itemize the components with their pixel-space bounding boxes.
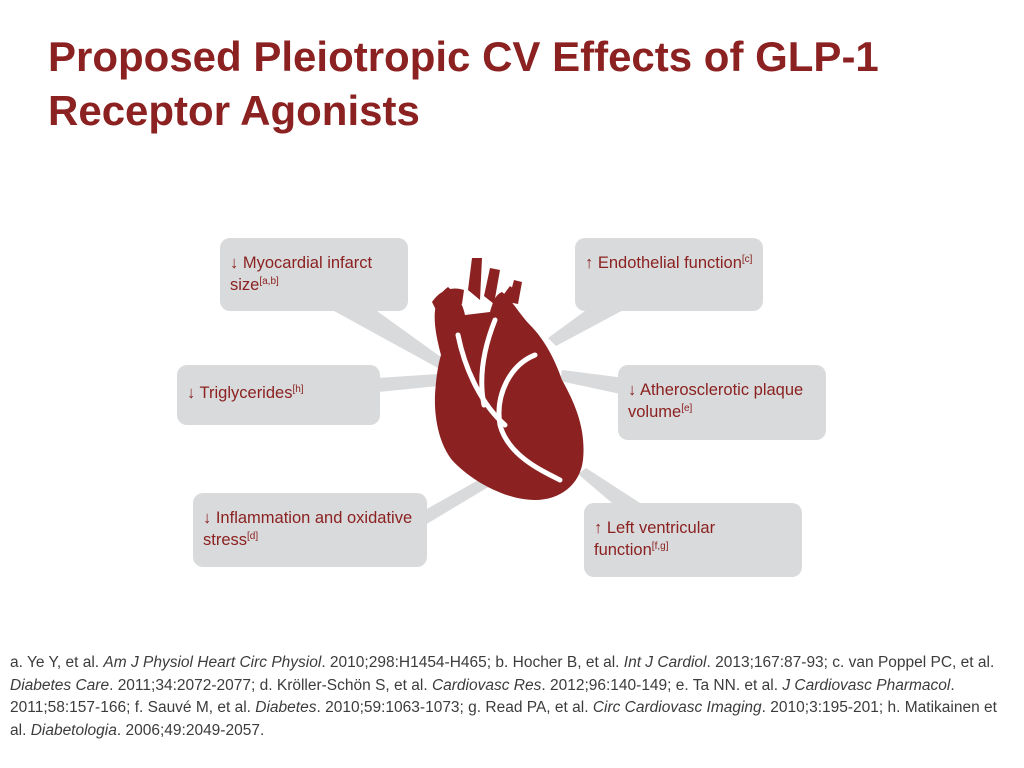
arrow-down-icon: ↓ [230,254,239,272]
effect-label: Myocardial infarct size [230,254,373,294]
effect-ref: [a,b] [259,276,279,287]
slide-title: Proposed Pleiotropic CV Effects of GLP-1 Receptor Agonists [48,33,879,134]
effect-label: Triglycerides [199,384,293,402]
reference-a: a. Ye Y, et al. Am J Physiol Heart Circ Physiol. 2010;298:H1454-H465; [10,654,496,671]
reference-b: b. Hocher B, et al. Int J Cardiol. 2013;167:87-93; [495,654,833,671]
effect-ref: [h] [292,384,304,395]
effect-ref: [c] [741,254,753,265]
arrow-up-icon: ↑ [585,254,594,272]
effect-ref: [e] [681,403,693,414]
effect-ref: [f,g] [651,541,669,552]
effect-label: Atherosclerotic plaque volume [628,381,804,421]
effect-label: Left ventricular function [594,519,716,559]
effect-label: Endothelial function [597,254,742,272]
callout-triglycerides [177,365,380,425]
connector-triglycerides [378,374,438,392]
reference-e: e. Ta NN. et al. J Cardiovasc Pharmacol. 2011;58:157-166; [10,676,955,716]
effect-label: Inflammation and oxidative stress [203,509,413,549]
reference-d: d. Kröller-Schön S, et al. Cardiovasc Res. 2012;96:140-149; [259,676,676,694]
arrow-down-icon: ↓ [187,384,196,402]
reference-h: h. Matikainen et al. Diabetologia. 2006;49:2049-2057. [10,699,997,739]
connector-lv [578,468,640,503]
effect-ref: [d] [247,531,259,542]
reference-f: f. Sauvé M, et al. Diabetes. 2010;59:1063-1073; [134,699,469,716]
arrow-down-icon: ↓ [628,381,637,399]
callout-left-ventricular [584,503,802,577]
callout-inflammation [193,493,427,567]
connector-plaque [560,370,625,395]
arrow-up-icon: ↑ [594,519,603,537]
callout-plaque [618,365,826,440]
connector-inflammation [425,478,490,525]
reference-c: c. van Poppel PC, et al. Diabetes Care. 2011;34:2072-2077; [10,654,995,694]
heart-icon [432,258,584,500]
arrow-down-icon: ↓ [203,509,212,527]
references [10,652,1010,742]
callout-endothelial [575,238,763,311]
reference-g: g. Read PA, et al. Circ Cardiovasc Imaging. 2010;3:195-201; [468,699,888,716]
connector-infarct [325,306,445,368]
callout-infarct [220,238,408,311]
